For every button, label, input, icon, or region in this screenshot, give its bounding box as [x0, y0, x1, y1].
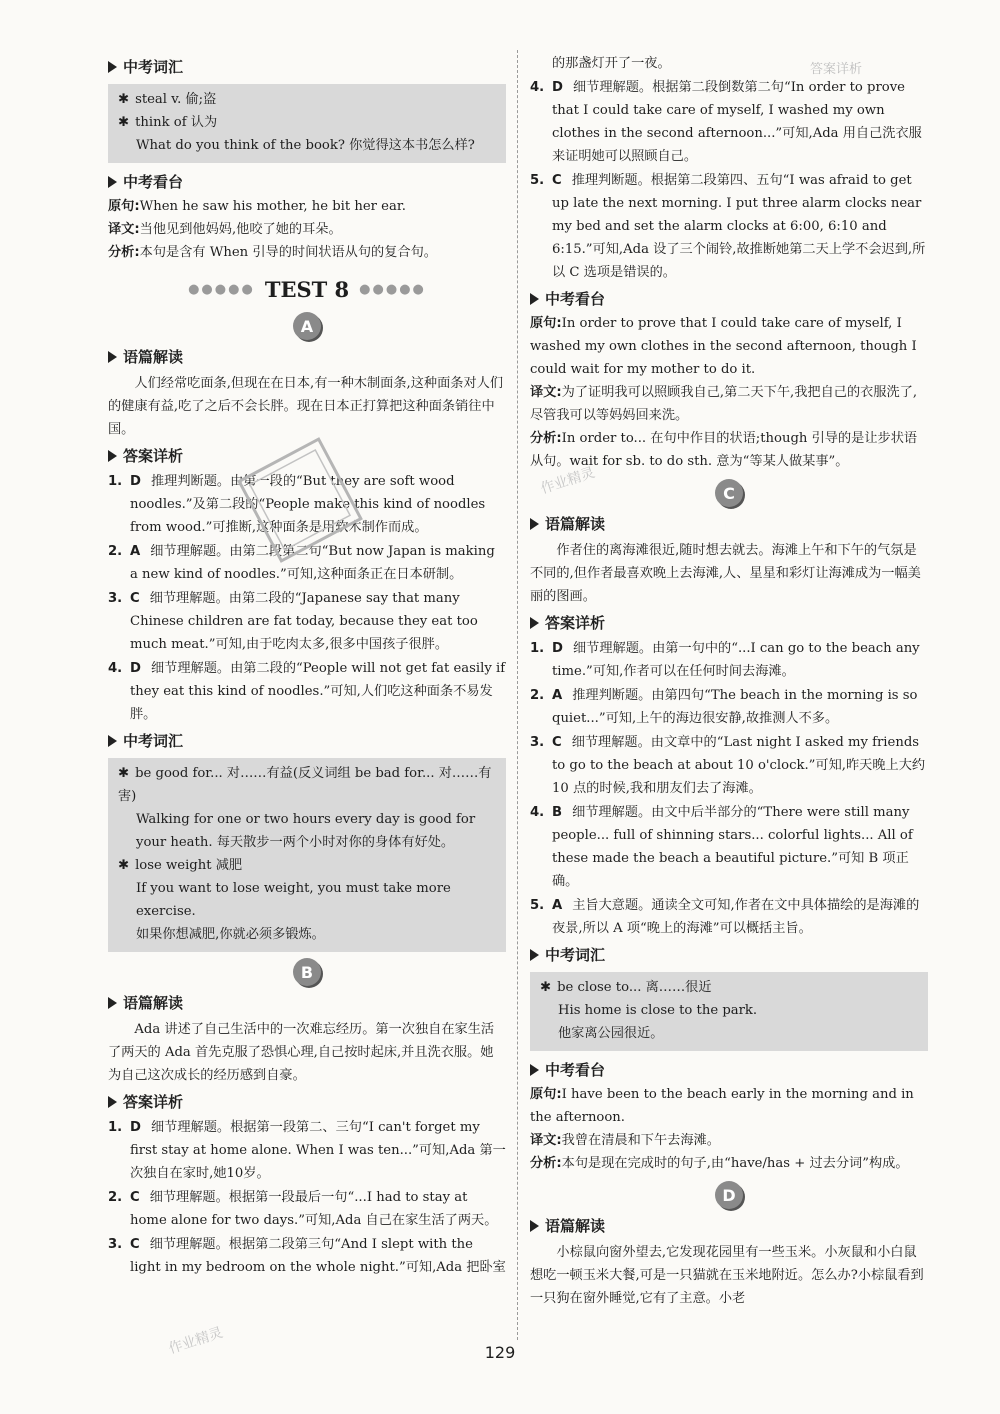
answer-item: 5. A 主旨大意题。通读全文可知,作者在文中具体描绘的是海滩的夜景,所以 A 项“晚上的海滩”可以概括主旨。 [530, 898, 920, 936]
analysis: 分析:本句是含有 When 引导的时间状语从句的复合句。 [108, 245, 437, 260]
vocab-box: ✱ be close to... 离……很近 His home is close to the park. 他家离公园很近。 [530, 972, 928, 1051]
passage-summary: 作者住的离海滩很近,随时想去就去。海滩上午和下午的气氛是不同的,但作者最喜欢晚上去海滩,人、星星和彩灯让海滩成为一幅美丽的图画。 [530, 543, 921, 604]
section-heading: 答案详析 [530, 610, 928, 636]
triangle-icon [530, 1220, 539, 1232]
section-heading: 语篇解读 [530, 1213, 928, 1239]
passage-badge-b: B [108, 958, 506, 986]
watermark-text: 作业精灵 [538, 464, 597, 498]
passage-badge-a: A [108, 312, 506, 340]
passage-badge-c: C [530, 479, 928, 507]
asterisk-icon: ✱ [118, 92, 130, 107]
passage-summary: Ada 讲述了自己生活中的一次难忘经历。第一次独自在家生活了两天的 Ada 首先克服了恐惧心理,自己按时起床,并且洗衣服。她为自己这次成长的经历感到自豪。 [108, 1022, 495, 1083]
section-heading: 中考看台 [530, 286, 928, 312]
triangle-icon [530, 518, 539, 530]
triangle-icon [108, 735, 117, 747]
triangle-icon [530, 617, 539, 629]
answer-item: 4. B 细节理解题。由文中后半部分的“There were still many people... full of shinning stars... colorful lights... All of these made the beach a beautiful picture.”可知 B 项正确。 [530, 805, 913, 889]
right-column [530, 52, 928, 1312]
triangle-icon [108, 176, 117, 188]
answer-item: 3. C 细节理解题。由文章中的“Last night I asked my friends to go to the beach at about 10 o'clock.”可知,昨天晚上大约 10 点的时候,我和朋友们去了海滩。 [530, 735, 926, 796]
asterisk-icon: ✱ [118, 115, 130, 130]
triangle-icon [108, 997, 117, 1009]
original-sentence: 原句:I have been to the beach early in the morning and in the afternoon. [530, 1087, 914, 1125]
original-sentence: 原句:In order to prove that I could take care of myself, I washed my own clothes in the second afternoon, though I could wait for my mother to do it. [530, 316, 917, 377]
section-heading: 中考看台 [530, 1057, 928, 1083]
section-heading: 中考看台 [108, 169, 506, 195]
passage-summary: 人们经常吃面条,但现在在日本,有一种木制面条,这种面条对人们的健康有益,吃了之后不会长胖。现在日本正打算把这种面条销往中国。 [108, 376, 504, 437]
answer-item: 1. D 细节理解题。根据第一段第二、三句“I can't forget my first stay at home alone. When I was ten...”可知,Ada 第一次独自在家时,她10岁。 [108, 1120, 506, 1181]
answer-item: 3. C 细节理解题。由第二段的“Japanese say that many Chinese children are fat today, because they eat too much meat.”可知,由于吃肉太多,很多中国孩子很胖。 [108, 591, 478, 652]
vocab-box: ✱ steal v. 偷;盗 ✱ think of 认为 What do you think of the book? 你觉得这本书怎么样? [108, 84, 506, 163]
vocab-box: ✱ be good for... 对……有益(反义词组 be bad for... 对……有害) Walking for one or two hours every day is good for your heath. 每天散步一两个小时对你的身体有好处。 ✱ lose weight 减肥 If you want to lose weight, you must take more exercise. 如果你想减肥,你就必须多锻炼。 [108, 758, 506, 952]
triangle-icon [108, 61, 117, 73]
triangle-icon [530, 949, 539, 961]
triangle-icon [108, 450, 117, 462]
triangle-icon [108, 1096, 117, 1108]
section-heading: 中考词汇 [108, 728, 506, 754]
translation: 译文:为了证明我可以照顾我自己,第二天下午,我把自己的衣服洗了,尽管我可以等妈妈回来洗。 [530, 385, 918, 423]
answer-item: 3. C 细节理解题。根据第二段第三句“And I slept with the light in my bedroom on the whole night.”可知,Ada 把卧室 [108, 1237, 506, 1275]
translation: 译文:当他见到他妈妈,他咬了她的耳朵。 [108, 222, 342, 237]
page-number: 129 [484, 1343, 516, 1362]
section-heading: 语篇解读 [108, 990, 506, 1016]
asterisk-icon: ✱ [540, 980, 552, 995]
answer-item: 2. A 推理判断题。由第四句“The beach in the morning is so quiet...”可知,上午的海边很安静,故推测人不多。 [530, 688, 918, 726]
section-heading: 语篇解读 [530, 511, 928, 537]
column-divider [517, 50, 518, 1340]
triangle-icon [530, 293, 539, 305]
answer-item: 2. C 细节理解题。根据第一段最后一句“...I had to stay at home alone for two days.”可知,Ada 自己在家生活了两天。 [108, 1190, 498, 1228]
section-heading: 中考词汇 [108, 54, 506, 80]
translation: 译文:我曾在清晨和下午去海滩。 [530, 1133, 720, 1148]
answer-item: 4. D 细节理解题。根据第二段倒数第二句“In order to prove that I could take care of myself, I washed my own clothes in the second afternoon...”可知,Ada 用自己洗衣服来证明她可以照顾自己。 [530, 80, 922, 164]
section-heading: 答案详析 [108, 443, 506, 469]
continued-text: 的那盏灯开了一夜。 [552, 56, 671, 71]
faint-header: 答案详析 [810, 62, 863, 77]
asterisk-icon: ✱ [118, 766, 130, 781]
analysis: 分析:本句是现在完成时的句子,由“have/has + 过去分词”构成。 [530, 1156, 909, 1171]
watermark-text: 作业精灵 [166, 1324, 225, 1358]
section-heading: 中考词汇 [530, 942, 928, 968]
asterisk-icon: ✱ [118, 858, 130, 873]
section-heading: 语篇解读 [108, 344, 506, 370]
section-heading: 答案详析 [108, 1089, 506, 1115]
answer-item: 5. C 推理判断题。根据第二段第四、五句“I was afraid to get up late the next morning. I put three alarm clocks near my bed and set the alarm clocks at 6:00, 6:10 and 6:15.”可知,Ada 设了三个闹铃,故推断她第二天上学不会迟到,所以 C 选项是错误的。 [530, 173, 926, 280]
analysis: 分析:In order to... 在句中作目的状语;though 引导的是让步状语从句。wait for sb. to do sth. 意为“等某人做某事”。 [530, 431, 918, 469]
triangle-icon [108, 351, 117, 363]
triangle-icon [530, 1064, 539, 1076]
passage-summary: 小棕鼠向窗外望去,它发现花园里有一些玉米。小灰鼠和小白鼠想吃一顿玉米大餐,可是一只猫就在玉米地附近。怎么办?小棕鼠看到一只狗在窗外睡觉,它有了主意。小老 [530, 1245, 924, 1306]
answer-item: 1. D 推理判断题。由第一段的“But they are soft wood noodles.”及第二段的“People make this kind of noodles from wood.”可推断,这种面条是用软木制作而成。 [108, 474, 486, 535]
answer-item: 4. D 细节理解题。由第二段的“People will not get fat easily if they eat this kind of noodles.”可知,人们吃这种面条不易发胖。 [108, 661, 506, 722]
passage-badge-d: D [530, 1181, 928, 1209]
left-column [108, 52, 506, 1280]
answer-item: 2. A 细节理解题。由第二段第二句“But now Japan is making a new kind of noodles.”可知,这种面条正在日本研制。 [108, 544, 495, 582]
answer-item: 1. D 细节理解题。由第一句中的“...I can go to the beach any time.”可知,作者可以在任何时间去海滩。 [530, 641, 920, 679]
original-sentence: 原句:When he saw his mother, he bit her ear. [108, 199, 406, 214]
test-title: ●●●●● TEST 8 ●●●●● [188, 276, 426, 302]
